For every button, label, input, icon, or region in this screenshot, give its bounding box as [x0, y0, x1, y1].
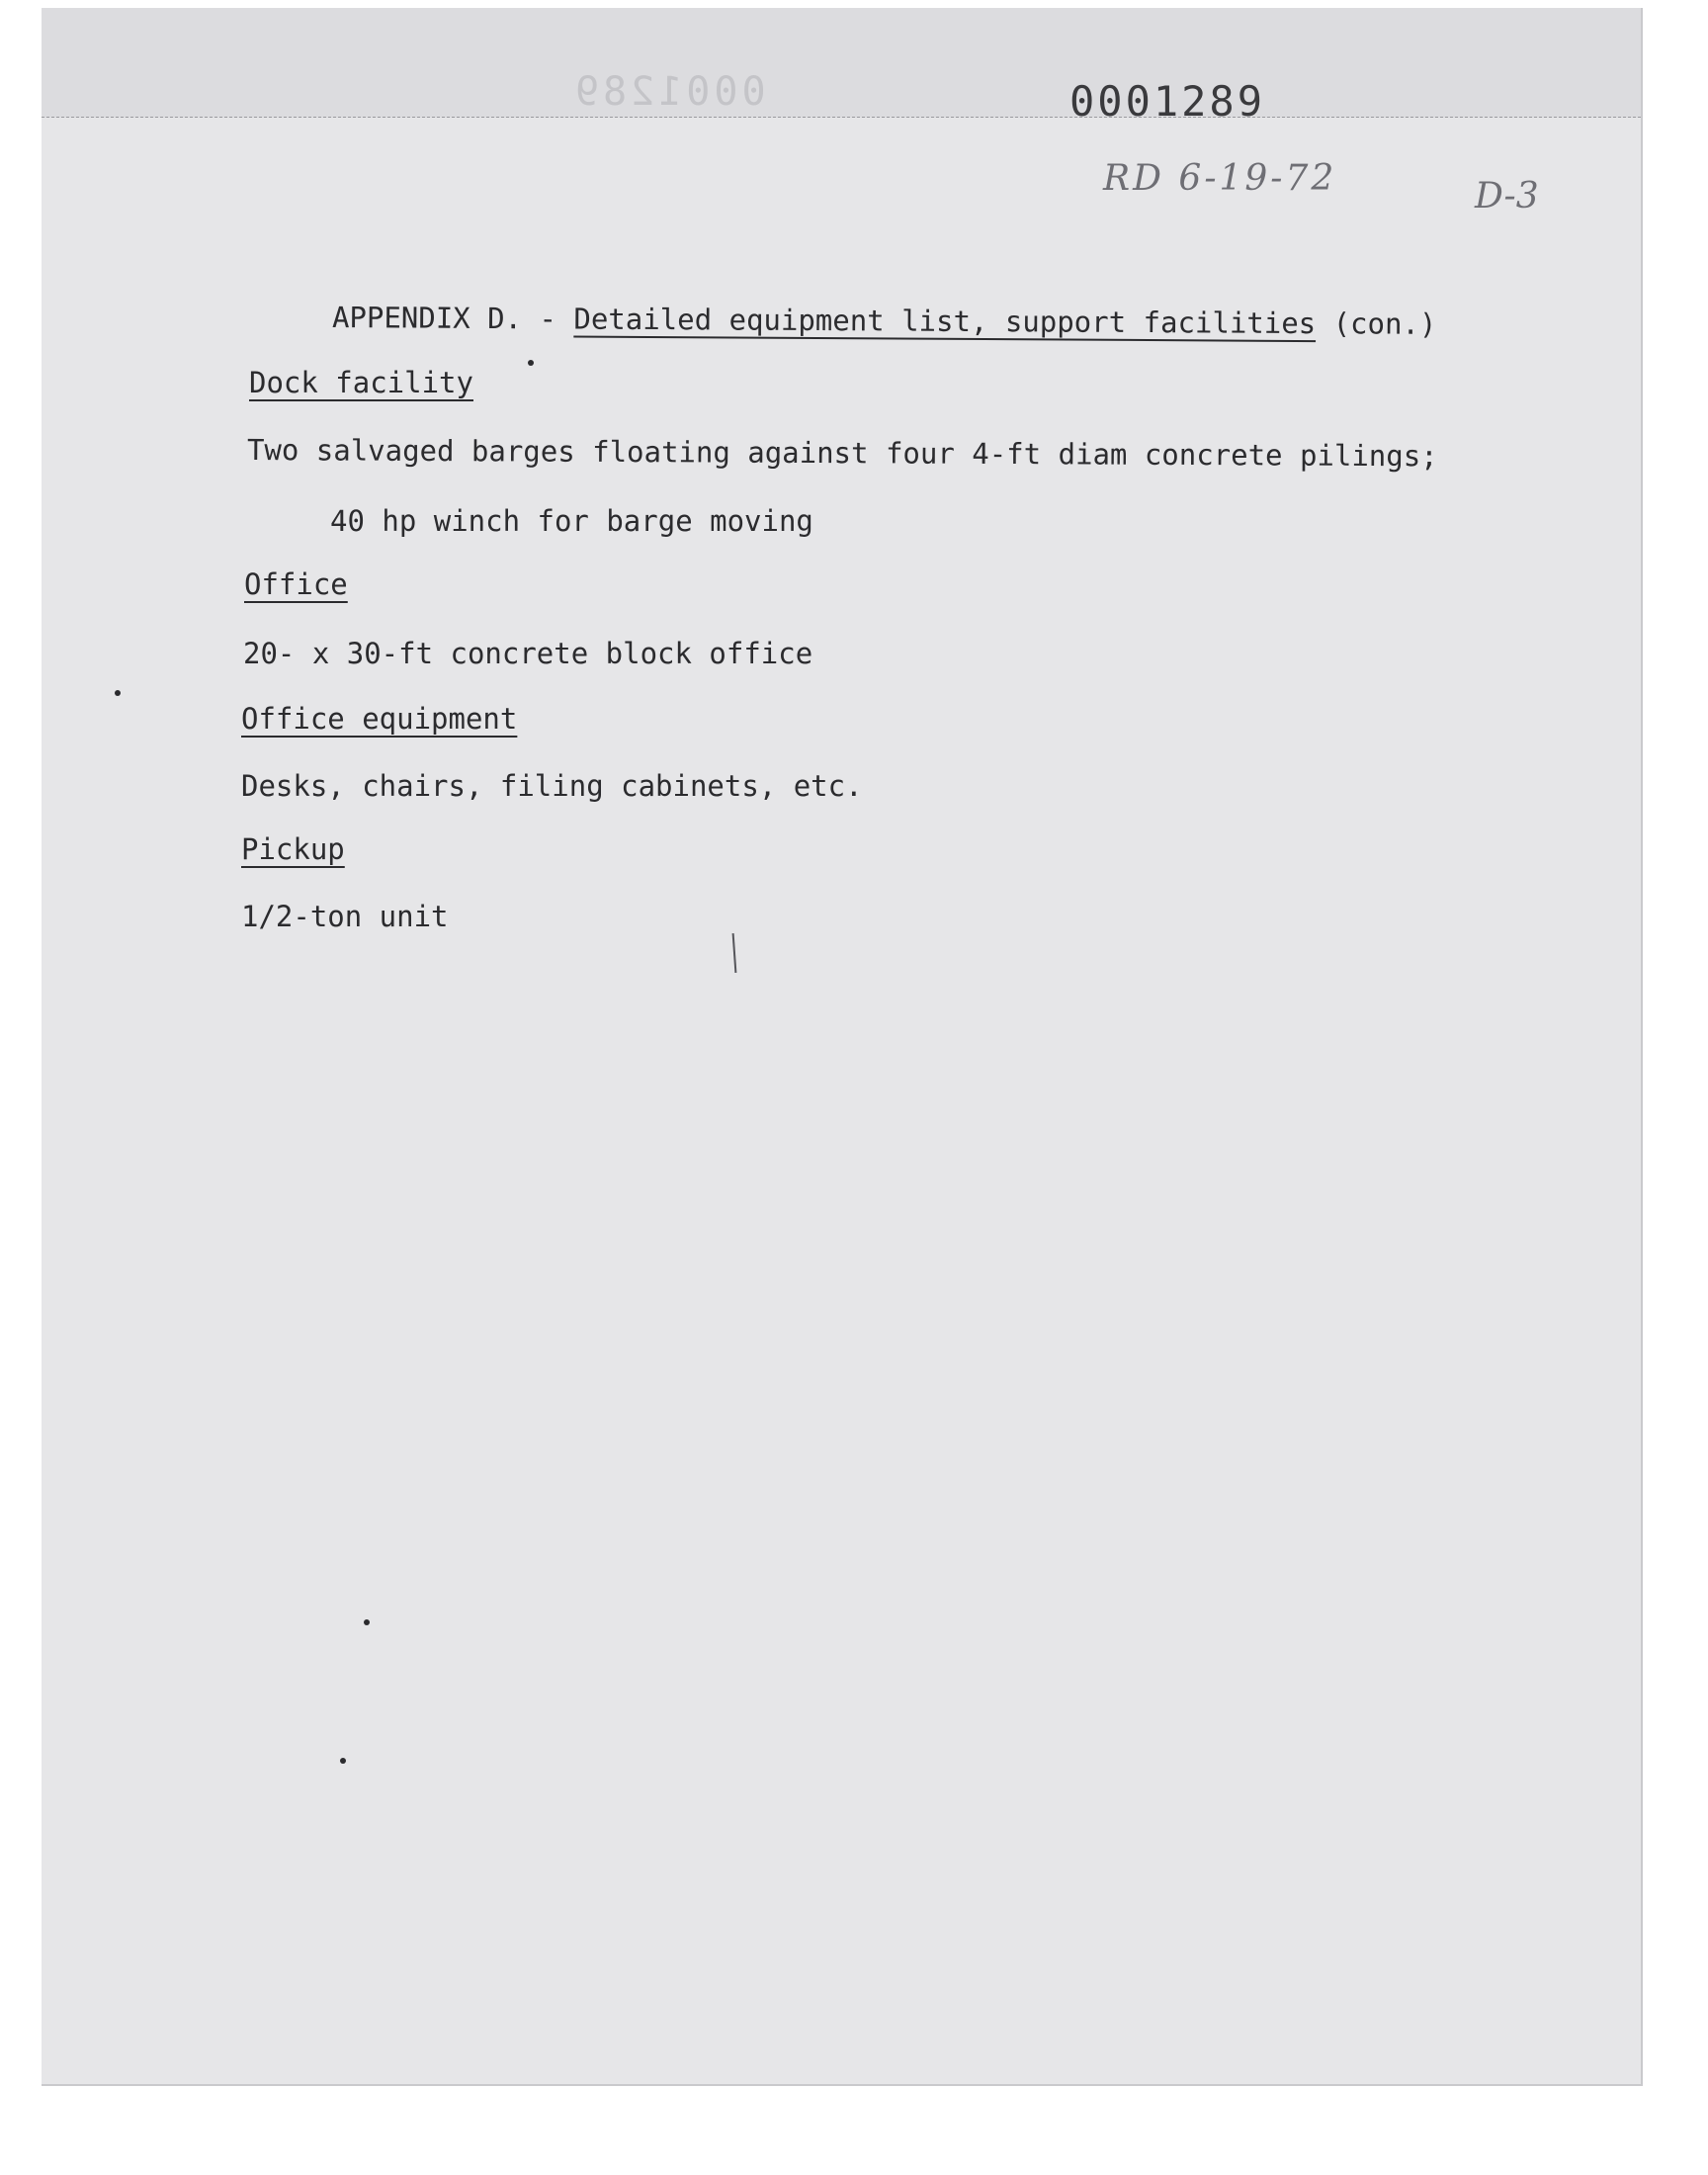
appendix-suffix: (con.): [1316, 306, 1437, 341]
document-page: [42, 8, 1643, 2086]
handwritten-date: RD 6-19-72: [1103, 158, 1337, 199]
scan-mark: [732, 933, 737, 973]
document-number-stamp: 0001289: [1069, 77, 1266, 126]
scan-speck: [364, 1619, 370, 1625]
pickup-line-1: 1/2-ton unit: [241, 900, 449, 933]
office-equipment-line-1: Desks, chairs, filing cabinets, etc.: [241, 769, 863, 803]
scan-speck: [340, 1758, 346, 1764]
scan-speck: [115, 690, 121, 696]
scan-speck: [528, 360, 534, 366]
handwritten-page-number: D-3: [1475, 176, 1539, 217]
section-heading-dock-facility: Dock facility: [249, 366, 473, 399]
dock-facility-line-1: Two salvaged barges floating against four 4-ft diam concrete pilings;: [246, 433, 1438, 474]
appendix-prefix: APPENDIX D. -: [331, 301, 574, 336]
bleed-through-number: 0001289: [571, 69, 766, 115]
section-heading-office: Office: [244, 567, 348, 601]
section-heading-office-equipment: Office equipment: [241, 702, 518, 736]
appendix-heading: [332, 301, 1437, 341]
office-line-1: 20- x 30-ft concrete block office: [243, 637, 813, 670]
scan-header-band: [42, 8, 1641, 118]
section-heading-pickup: Pickup: [241, 832, 345, 866]
appendix-title: Detailed equipment list, support facilities: [573, 302, 1317, 341]
dock-facility-line-2: 40 hp winch for barge moving: [330, 504, 813, 538]
